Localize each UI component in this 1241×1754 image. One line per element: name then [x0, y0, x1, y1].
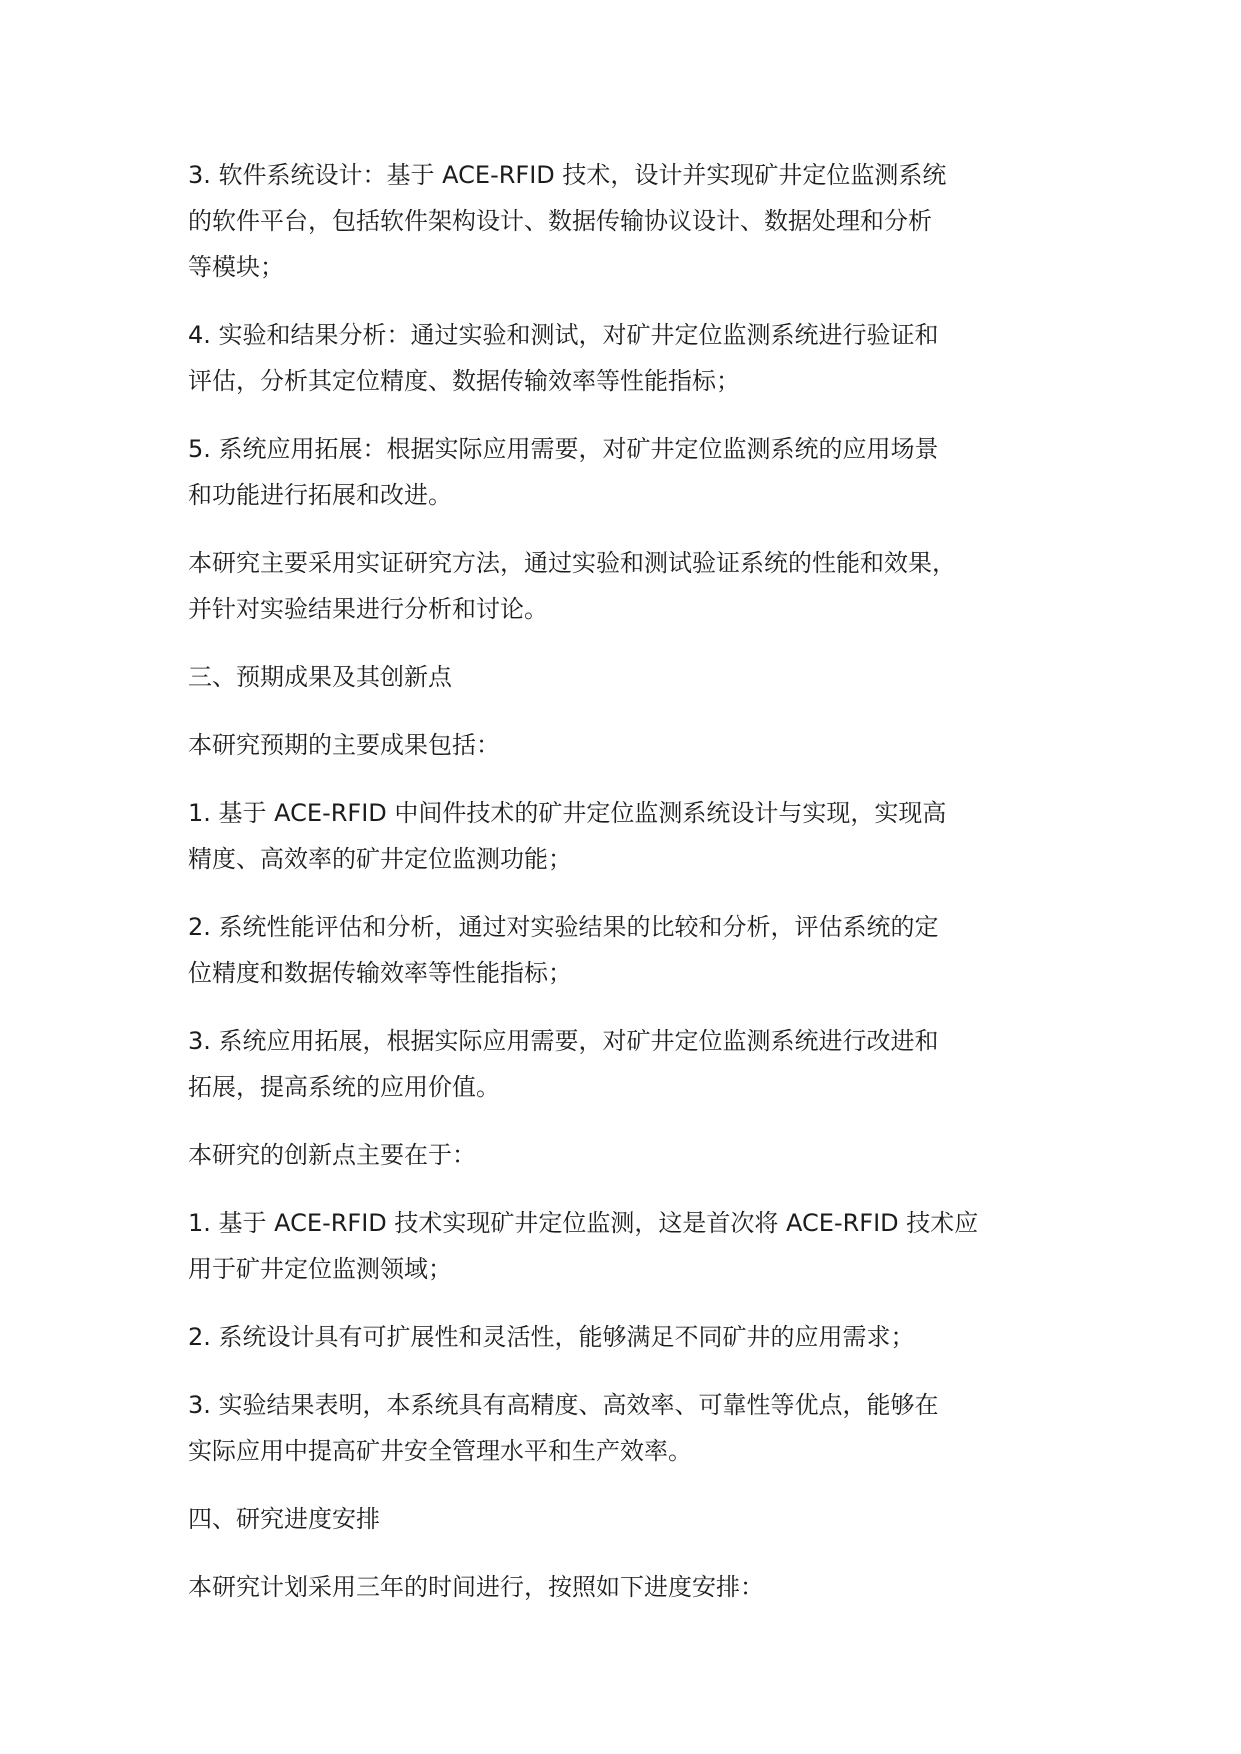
text-line: 和功能进行拓展和改进。 [188, 481, 452, 509]
heading-text: 四、研究进度安排 [188, 1505, 380, 1533]
text-line: 精度、高效率的矿井定位监测功能； [188, 845, 572, 873]
text-line: 4. 实验和结果分析：通过实验和测试，对矿井定位监测系统进行验证和 [188, 321, 939, 349]
item-experiment-analysis [188, 312, 1088, 404]
section-heading-schedule [188, 1496, 1088, 1542]
text-line: 1. 基于 ACE-RFID 中间件技术的矿井定位监测系统设计与实现，实现高 [188, 799, 947, 827]
text-line: 拓展，提高系统的应用价值。 [188, 1073, 500, 1101]
text-line: 评估，分析其定位精度、数据传输效率等性能指标； [188, 367, 740, 395]
method-paragraph [188, 540, 1088, 632]
text-line: 并针对实验结果进行分析和讨论。 [188, 595, 548, 623]
text-line: 等模块； [188, 253, 284, 281]
innovation-item-2 [188, 1314, 1088, 1360]
text-line: 1. 基于 ACE-RFID 技术实现矿井定位监测，这是首次将 ACE-RFID 技术应 [188, 1209, 979, 1237]
item-application-extension [188, 426, 1088, 518]
heading-text: 三、预期成果及其创新点 [188, 663, 452, 691]
text-line: 本研究预期的主要成果包括： [188, 731, 500, 759]
item-software-design [188, 152, 1088, 290]
innovation-intro [188, 1132, 1088, 1178]
result-item-2 [188, 904, 1088, 996]
text-line: 本研究主要采用实证研究方法，通过实验和测试验证系统的性能和效果， [188, 549, 956, 577]
text-line: 实际应用中提高矿井安全管理水平和生产效率。 [188, 1437, 692, 1465]
text-line: 3. 实验结果表明，本系统具有高精度、高效率、可靠性等优点，能够在 [188, 1391, 939, 1419]
result-item-3 [188, 1018, 1088, 1110]
document-body [188, 152, 1088, 1632]
innovation-item-3 [188, 1382, 1088, 1474]
text-line: 用于矿井定位监测领域； [188, 1255, 452, 1283]
text-line: 的软件平台，包括软件架构设计、数据传输协议设计、数据处理和分析 [188, 207, 932, 235]
schedule-intro [188, 1564, 1088, 1610]
innovation-item-1 [188, 1200, 1088, 1292]
text-line: 3. 系统应用拓展，根据实际应用需要，对矿井定位监测系统进行改进和 [188, 1027, 939, 1055]
text-line: 本研究的创新点主要在于： [188, 1141, 476, 1169]
text-line: 位精度和数据传输效率等性能指标； [188, 959, 572, 987]
text-line: 本研究计划采用三年的时间进行，按照如下进度安排： [188, 1573, 764, 1601]
section-heading-expected-results [188, 654, 1088, 700]
text-line: 2. 系统性能评估和分析，通过对实验结果的比较和分析，评估系统的定 [188, 913, 939, 941]
text-line: 2. 系统设计具有可扩展性和灵活性，能够满足不同矿井的应用需求； [188, 1323, 915, 1351]
text-line: 5. 系统应用拓展：根据实际应用需要，对矿井定位监测系统的应用场景 [188, 435, 939, 463]
text-line: 3. 软件系统设计：基于 ACE-RFID 技术，设计并实现矿井定位监测系统 [188, 161, 947, 189]
result-item-1 [188, 790, 1088, 882]
expected-results-intro [188, 722, 1088, 768]
